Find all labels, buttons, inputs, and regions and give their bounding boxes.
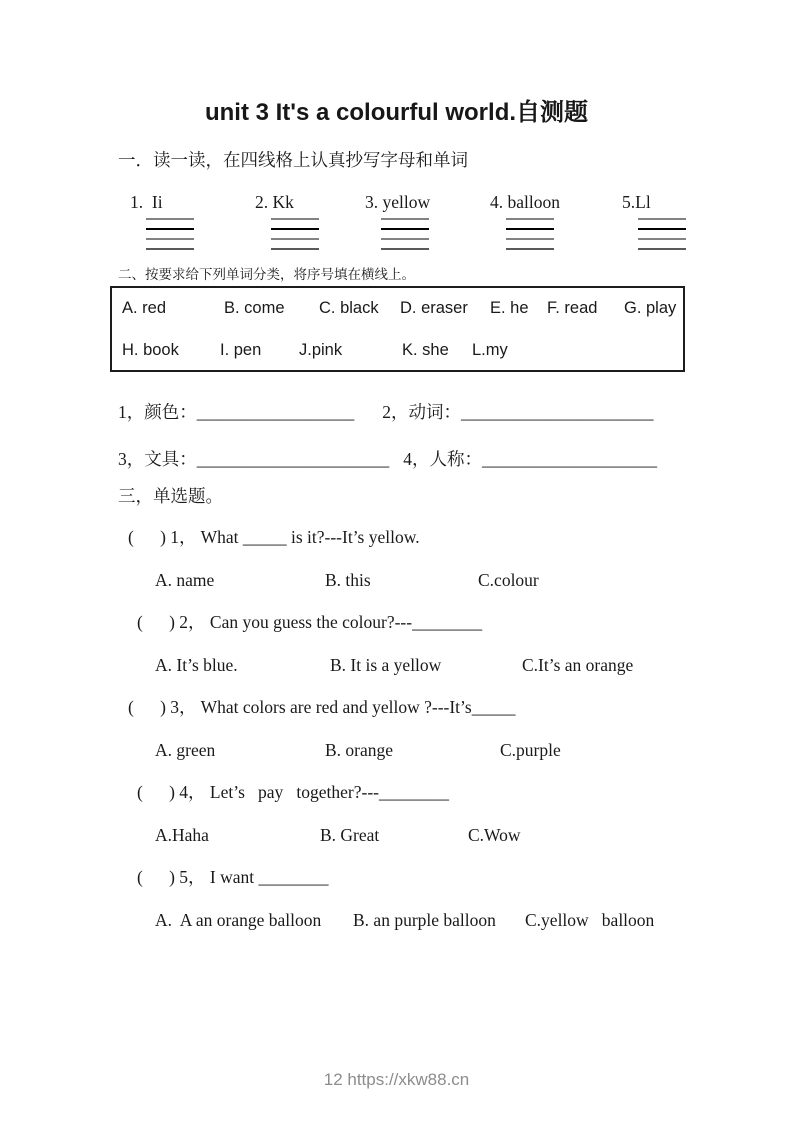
copy-item-2: [255, 190, 365, 250]
question-4: [0, 780, 793, 847]
grid-line: [506, 218, 554, 220]
grid-line: [146, 248, 194, 250]
question-5: [0, 865, 793, 932]
option-b: B. this: [325, 570, 371, 590]
classify-field-verbs: [382, 402, 653, 422]
classify-label: 3，文具：: [118, 449, 197, 469]
copy-practice-row: [130, 190, 793, 250]
grid-line: [146, 228, 194, 230]
classify-label: 4，人称：: [403, 449, 482, 469]
question-stem: ( ) 3， What colors are red and yellow ?---It’s_____: [128, 697, 516, 717]
word-item: C. black: [319, 299, 379, 317]
copy-item-label: 2. Kk: [255, 192, 294, 212]
grid-line: [271, 228, 319, 230]
answer-blank: __________________: [196, 402, 355, 422]
option-b: B. orange: [325, 740, 394, 760]
word-item: L.my: [472, 341, 508, 359]
question-3: [0, 695, 793, 762]
four-line-grid: [271, 218, 319, 250]
question-options: [0, 653, 793, 677]
classify-field-stationery: [118, 449, 389, 469]
four-line-grid: [638, 218, 686, 250]
question-stem: ( ) 2， Can you guess the colour?---________: [137, 612, 483, 632]
question-options: [0, 823, 793, 847]
option-c: C.Wow: [468, 825, 521, 845]
word-item: K. she: [402, 341, 449, 359]
question-options: [0, 568, 793, 592]
grid-line: [146, 218, 194, 220]
question-2: [0, 610, 793, 677]
word-bank-row-2: [122, 338, 683, 362]
word-item: G. play: [624, 299, 677, 317]
copy-item-4: [490, 190, 622, 250]
grid-line: [381, 228, 429, 230]
answer-blank: ____________________: [482, 449, 657, 469]
classify-line-2: [118, 447, 793, 471]
section-one-heading: 一．读一读，在四线格上认真抄写字母和单词: [118, 150, 468, 170]
copy-item-label: 5.Ll: [622, 192, 651, 212]
grid-line: [506, 228, 554, 230]
word-item: H. book: [122, 341, 179, 359]
copy-item-1: [130, 190, 255, 250]
word-item: D. eraser: [400, 299, 468, 317]
four-line-grid: [146, 218, 194, 250]
option-a: A. It’s blue.: [155, 655, 238, 675]
grid-line: [506, 238, 554, 240]
option-a: A. A an orange balloon: [155, 910, 322, 930]
option-c: C.yellow balloon: [525, 910, 655, 930]
question-stem: ( ) 4， Let’s pay together?---________: [137, 782, 450, 802]
option-b: B. It is a yellow: [330, 655, 442, 675]
option-c: C.purple: [500, 740, 561, 760]
grid-line: [381, 238, 429, 240]
copy-item-label: 4. balloon: [490, 192, 560, 212]
option-b: B. Great: [320, 825, 380, 845]
grid-line: [271, 248, 319, 250]
word-item: I. pen: [220, 341, 262, 359]
question-1: [0, 525, 793, 592]
word-bank-box: [110, 286, 685, 372]
section-two-heading: 二、按要求给下列单词分类，将序号填在横线上。: [118, 267, 415, 282]
word-item: A. red: [122, 299, 167, 317]
option-c: C.It’s an orange: [522, 655, 634, 675]
question-stem: ( ) 1， What _____ is it?---It’s yellow.: [128, 527, 420, 547]
classify-label: 2，动词：: [382, 402, 461, 422]
option-c: C.colour: [478, 570, 539, 590]
question-options: [0, 738, 793, 762]
copy-item-5: [622, 190, 686, 250]
grid-line: [381, 218, 429, 220]
grid-line: [271, 218, 319, 220]
option-a: A. green: [155, 740, 216, 760]
section-three-heading: 三，单选题。: [118, 486, 223, 506]
word-item: B. come: [224, 299, 285, 317]
classify-field-colors: [118, 402, 354, 422]
question-stem: ( ) 5， I want ________: [137, 867, 329, 887]
copy-item-label: 3. yellow: [365, 192, 431, 212]
grid-line: [638, 218, 686, 220]
word-item: E. he: [490, 299, 529, 317]
option-a: A.Haha: [155, 825, 209, 845]
classify-field-pronouns: [403, 449, 657, 469]
four-line-grid: [381, 218, 429, 250]
grid-line: [638, 228, 686, 230]
word-bank-row-1: [122, 296, 683, 320]
copy-item-3: [365, 190, 490, 250]
grid-line: [638, 248, 686, 250]
option-a: A. name: [155, 570, 215, 590]
answer-blank: ______________________: [461, 402, 654, 422]
option-b: B. an purple balloon: [353, 910, 496, 930]
classify-label: 1，颜色：: [118, 402, 197, 422]
word-item: F. read: [547, 299, 598, 317]
grid-line: [146, 238, 194, 240]
grid-line: [506, 248, 554, 250]
answer-blank: ______________________: [196, 449, 390, 469]
page-title: unit 3 It's a colourful world.自测题: [204, 99, 589, 126]
grid-line: [638, 238, 686, 240]
multiple-choice-questions: [0, 525, 793, 932]
grid-line: [271, 238, 319, 240]
copy-item-label: 1. Ii: [130, 192, 163, 212]
footer-watermark: 12 https://xkw88.cn: [323, 1070, 470, 1089]
grid-line: [381, 248, 429, 250]
four-line-grid: [506, 218, 554, 250]
classify-line-1: [118, 400, 793, 424]
question-options: [0, 908, 793, 932]
word-item: J.pink: [299, 341, 343, 359]
